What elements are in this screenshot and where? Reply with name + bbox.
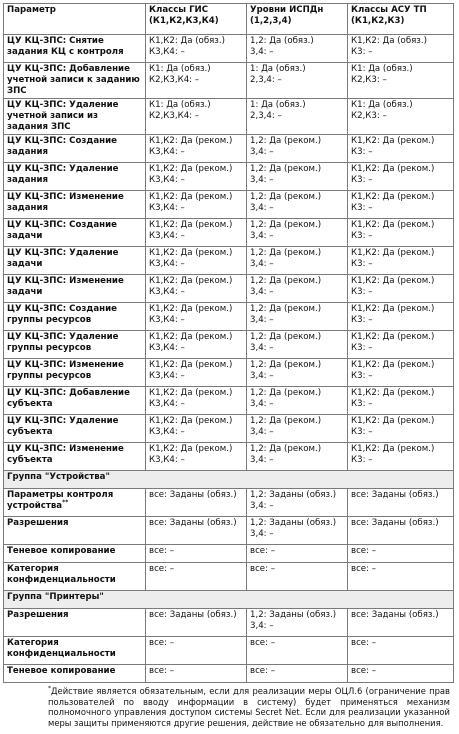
ispdn-value: 3,4: – — [250, 259, 274, 269]
asu-tp-value-cell — [348, 99, 454, 135]
ispdn-value: все: – — [250, 546, 276, 556]
ispdn-value: 3,4: – — [250, 315, 274, 325]
ispdn-value-cell — [247, 163, 348, 191]
header-ispdn-levels: Уровни ИСПДн (1,2,3,4) — [247, 4, 348, 35]
asu-tp-value: К2,К3: – — [351, 111, 387, 121]
gis-value-cell — [146, 219, 247, 247]
gis-value: К3,К4: – — [149, 343, 185, 353]
parameter-name: ЦУ КЦ-ЗПС: Удаление группы ресурсов — [7, 332, 119, 353]
asu-tp-value-cell — [348, 387, 454, 415]
ispdn-value: 1,2: Да (реком.) — [250, 360, 322, 370]
parameter-name: ЦУ КЦ-ЗПС: Удаление учетной записи из задания ЗПС — [7, 100, 119, 132]
ispdn-value-cell — [247, 387, 348, 415]
footnote-text: Действие является обязательным, если для реализации меры ОЦЛ.6 (ограничение прав пользователей по вводу информации в систему) будет применяться механизм полномочного управления доступом системы Secret Net. Если для реализации указанной меры защиты применяются другие решения, действие не обязательно для выполнения. — [48, 686, 450, 728]
asu-tp-value-cell — [348, 191, 454, 219]
ispdn-value-cell — [247, 665, 348, 683]
parameter-cell — [4, 563, 146, 591]
asu-tp-value: К3: – — [351, 455, 373, 465]
table-row — [4, 545, 454, 563]
parameter-cell — [4, 135, 146, 163]
header-parameter: Параметр — [4, 4, 146, 35]
gis-value: К1,К2: Да (реком.) — [149, 416, 233, 426]
ispdn-value: 1,2: Да (реком.) — [250, 192, 322, 202]
parameter-name: Теневое копирование — [7, 546, 116, 556]
ispdn-value: 1,2: Да (реком.) — [250, 136, 322, 146]
asu-tp-value-cell — [348, 517, 454, 545]
parameter-cell — [4, 331, 146, 359]
asu-tp-value: К3: – — [351, 343, 373, 353]
gis-value-cell — [146, 415, 247, 443]
asu-tp-value: К1: Да (обяз.) — [351, 100, 413, 110]
asu-tp-value-cell — [348, 637, 454, 665]
asu-tp-value: К3: – — [351, 175, 373, 185]
asu-tp-value-cell — [348, 303, 454, 331]
gis-value-cell — [146, 665, 247, 683]
parameters-table — [3, 3, 454, 683]
gis-value: К3,К4: – — [149, 455, 185, 465]
gis-value-cell — [146, 135, 247, 163]
asu-tp-value: К1,К2: Да (реком.) — [351, 304, 435, 314]
parameter-name: Теневое копирование — [7, 666, 116, 676]
ispdn-value: 3,4: – — [250, 287, 274, 297]
parameter-name: ЦУ КЦ-ЗПС: Изменение группы ресурсов — [7, 360, 124, 381]
gis-value: К1,К2: Да (реком.) — [149, 164, 233, 174]
ispdn-value: 3,4: – — [250, 231, 274, 241]
ispdn-value: 1,2: Да (реком.) — [250, 304, 322, 314]
footnote-reference: ** — [62, 499, 69, 507]
ispdn-value-cell — [247, 99, 348, 135]
gis-value: К1: Да (обяз.) — [149, 64, 211, 74]
ispdn-value-cell — [247, 191, 348, 219]
asu-tp-value: К3: – — [351, 427, 373, 437]
ispdn-value-cell — [247, 275, 348, 303]
ispdn-value: 1,2: Да (реком.) — [250, 220, 322, 230]
asu-tp-value-cell — [348, 63, 454, 99]
ispdn-value-cell — [247, 359, 348, 387]
table-row — [4, 331, 454, 359]
ispdn-value-cell — [247, 609, 348, 637]
asu-tp-value: К3: – — [351, 315, 373, 325]
asu-tp-value: К1,К2: Да (реком.) — [351, 192, 435, 202]
parameter-cell — [4, 247, 146, 275]
gis-value: К3,К4: – — [149, 371, 185, 381]
parameter-name: Категория конфиденциальности — [7, 638, 116, 659]
asu-tp-value: К1: Да (обяз.) — [351, 64, 413, 74]
ispdn-value: 1,2: Да (реком.) — [250, 444, 322, 454]
group-row — [4, 591, 454, 609]
ispdn-value: 2,3,4: – — [250, 111, 282, 121]
gis-value-cell — [146, 359, 247, 387]
ispdn-value-cell — [247, 517, 348, 545]
gis-value: К1,К2: Да (реком.) — [149, 444, 233, 454]
gis-value-cell — [146, 489, 247, 517]
asu-tp-value: К3: – — [351, 371, 373, 381]
parameter-name: ЦУ КЦ-ЗПС: Удаление субъекта — [7, 416, 119, 437]
gis-value: К3,К4: – — [149, 203, 185, 213]
ispdn-value: 3,4: – — [250, 203, 274, 213]
gis-value: все: – — [149, 666, 175, 676]
asu-tp-value-cell — [348, 665, 454, 683]
ispdn-value-cell — [247, 331, 348, 359]
gis-value: К3,К4: – — [149, 287, 185, 297]
ispdn-value: 3,4: – — [250, 427, 274, 437]
ispdn-value: 3,4: – — [250, 399, 274, 409]
parameter-cell — [4, 275, 146, 303]
table-row — [4, 35, 454, 63]
table-row — [4, 637, 454, 665]
gis-value: К1,К2: Да (реком.) — [149, 248, 233, 258]
asu-tp-value-cell — [348, 443, 454, 471]
asu-tp-value-cell — [348, 331, 454, 359]
gis-value: К1,К2: Да (реком.) — [149, 220, 233, 230]
table-row — [4, 415, 454, 443]
asu-tp-value: К1,К2: Да (реком.) — [351, 220, 435, 230]
ispdn-value: 3,4: – — [250, 147, 274, 157]
parameter-cell — [4, 191, 146, 219]
ispdn-value: 2,3,4: – — [250, 75, 282, 85]
gis-value-cell — [146, 163, 247, 191]
parameter-cell — [4, 359, 146, 387]
parameter-name: ЦУ КЦ-ЗПС: Изменение задачи — [7, 276, 124, 297]
asu-tp-value: К1,К2: Да (реком.) — [351, 248, 435, 258]
table-row — [4, 191, 454, 219]
asu-tp-value-cell — [348, 563, 454, 591]
gis-value-cell — [146, 99, 247, 135]
parameter-cell — [4, 489, 146, 517]
asu-tp-value: К3: – — [351, 287, 373, 297]
asu-tp-value: К1,К2: Да (реком.) — [351, 360, 435, 370]
ispdn-value: 1: Да (обяз.) — [250, 100, 306, 110]
gis-value: К1,К2: Да (обяз.) — [149, 36, 225, 46]
table-row — [4, 517, 454, 545]
asu-tp-value: К1,К2: Да (реком.) — [351, 388, 435, 398]
parameter-cell — [4, 443, 146, 471]
parameter-name: ЦУ КЦ-ЗПС: Изменение субъекта — [7, 444, 124, 465]
parameter-name: ЦУ КЦ-ЗПС: Снятие задания КЦ с контроля — [7, 36, 124, 57]
ispdn-value: все: – — [250, 666, 276, 676]
ispdn-value-cell — [247, 135, 348, 163]
header-asu-tp-classes: Классы АСУ ТП (К1,К2,К3) — [348, 4, 454, 35]
gis-value-cell — [146, 275, 247, 303]
asu-tp-value-cell — [348, 163, 454, 191]
parameter-cell — [4, 545, 146, 563]
gis-value-cell — [146, 247, 247, 275]
gis-value: К3,К4: – — [149, 231, 185, 241]
gis-value: все: – — [149, 564, 175, 574]
table-row — [4, 135, 454, 163]
asu-tp-value-cell — [348, 275, 454, 303]
asu-tp-value-cell — [348, 135, 454, 163]
parameter-name: ЦУ КЦ-ЗПС: Удаление задания — [7, 164, 119, 185]
gis-value: К1,К2: Да (реком.) — [149, 304, 233, 314]
ispdn-value-cell — [247, 303, 348, 331]
parameter-cell — [4, 609, 146, 637]
gis-value-cell — [146, 443, 247, 471]
gis-value: К1,К2: Да (реком.) — [149, 276, 233, 286]
asu-tp-value: все: – — [351, 564, 377, 574]
asu-tp-value: К1,К2: Да (реком.) — [351, 136, 435, 146]
asu-tp-value-cell — [348, 219, 454, 247]
group-title: Группа "Устройства" — [4, 471, 454, 489]
ispdn-value: 1,2: Да (реком.) — [250, 388, 322, 398]
parameter-cell — [4, 303, 146, 331]
ispdn-value: 1,2: Да (реком.) — [250, 276, 322, 286]
ispdn-value-cell — [247, 563, 348, 591]
ispdn-value: 1,2: Да (реком.) — [250, 248, 322, 258]
gis-value: все: Заданы (обяз.) — [149, 490, 237, 500]
ispdn-value: 1,2: Да (обяз.) — [250, 36, 314, 46]
asu-tp-value-cell — [348, 609, 454, 637]
asu-tp-value: К3: – — [351, 203, 373, 213]
parameter-name: ЦУ КЦ-ЗПС: Добавление учетной записи к заданию ЗПС — [7, 64, 140, 96]
gis-value: К1,К2: Да (реком.) — [149, 332, 233, 342]
asu-tp-value-cell — [348, 415, 454, 443]
parameter-cell — [4, 163, 146, 191]
ispdn-value-cell — [247, 545, 348, 563]
asu-tp-value: все: – — [351, 546, 377, 556]
parameter-cell — [4, 35, 146, 63]
ispdn-value-cell — [247, 637, 348, 665]
parameter-cell — [4, 63, 146, 99]
asu-tp-value: К2,К3: – — [351, 75, 387, 85]
gis-value: К3,К4: – — [149, 47, 185, 57]
parameter-name: Параметры контроля устройства — [7, 490, 114, 511]
parameter-name: Разрешения — [7, 610, 69, 620]
parameter-name: ЦУ КЦ-ЗПС: Добавление субъекта — [7, 388, 130, 409]
group-row — [4, 471, 454, 489]
table-row — [4, 219, 454, 247]
gis-value-cell — [146, 609, 247, 637]
parameter-cell — [4, 219, 146, 247]
table-row — [4, 443, 454, 471]
group-title: Группа "Принтеры" — [4, 591, 454, 609]
gis-value: все: Заданы (обяз.) — [149, 610, 237, 620]
table-row — [4, 275, 454, 303]
gis-value: все: – — [149, 546, 175, 556]
asu-tp-value: все: Заданы (обяз.) — [351, 518, 439, 528]
gis-value: К1,К2: Да (реком.) — [149, 136, 233, 146]
ispdn-value: 1,2: Заданы (обяз.) — [250, 490, 337, 500]
asu-tp-value-cell — [348, 35, 454, 63]
ispdn-value: 3,4: – — [250, 455, 274, 465]
table-row — [4, 665, 454, 683]
asu-tp-value-cell — [348, 247, 454, 275]
table-row — [4, 99, 454, 135]
ispdn-value-cell — [247, 247, 348, 275]
parameter-name: ЦУ КЦ-ЗПС: Создание задачи — [7, 220, 117, 241]
gis-value-cell — [146, 303, 247, 331]
parameter-name: Разрешения — [7, 518, 69, 528]
parameter-cell — [4, 387, 146, 415]
gis-value-cell — [146, 191, 247, 219]
header-gis-classes: Классы ГИС (К1,К2,К3,К4) — [146, 4, 247, 35]
ispdn-value: 3,4: – — [250, 175, 274, 185]
asu-tp-value: все: Заданы (обяз.) — [351, 610, 439, 620]
ispdn-value-cell — [247, 219, 348, 247]
table-row — [4, 359, 454, 387]
ispdn-value: все: – — [250, 638, 276, 648]
ispdn-value-cell — [247, 35, 348, 63]
ispdn-value: 3,4: – — [250, 371, 274, 381]
ispdn-value: 1,2: Заданы (обяз.) — [250, 610, 337, 620]
gis-value-cell — [146, 545, 247, 563]
asu-tp-value: К1,К2: Да (обяз.) — [351, 36, 427, 46]
asu-tp-value-cell — [348, 359, 454, 387]
asu-tp-value: все: – — [351, 666, 377, 676]
parameter-cell — [4, 517, 146, 545]
header-row — [4, 4, 454, 35]
table-row — [4, 563, 454, 591]
ispdn-value: 3,4: – — [250, 343, 274, 353]
asu-tp-value: К3: – — [351, 259, 373, 269]
ispdn-value: 3,4: – — [250, 621, 274, 631]
parameter-cell — [4, 415, 146, 443]
ispdn-value: 3,4: – — [250, 501, 274, 511]
parameter-name: Категория конфиденциальности — [7, 564, 116, 585]
gis-value-cell — [146, 517, 247, 545]
gis-value-cell — [146, 637, 247, 665]
ispdn-value: 3,4: – — [250, 529, 274, 539]
ispdn-value: 1,2: Да (реком.) — [250, 164, 322, 174]
parameter-name: ЦУ КЦ-ЗПС: Удаление задачи — [7, 248, 119, 269]
asu-tp-value: К3: – — [351, 147, 373, 157]
asu-tp-value-cell — [348, 489, 454, 517]
gis-value: К3,К4: – — [149, 315, 185, 325]
gis-value-cell — [146, 35, 247, 63]
gis-value: все: – — [149, 638, 175, 648]
parameter-cell — [4, 665, 146, 683]
ispdn-value: 1: Да (обяз.) — [250, 64, 306, 74]
ispdn-value: 3,4: – — [250, 47, 274, 57]
gis-value: К1,К2: Да (реком.) — [149, 192, 233, 202]
asu-tp-value: К1,К2: Да (реком.) — [351, 332, 435, 342]
asu-tp-value: К3: – — [351, 231, 373, 241]
ispdn-value: все: – — [250, 564, 276, 574]
gis-value-cell — [146, 63, 247, 99]
ispdn-value-cell — [247, 415, 348, 443]
asu-tp-value: К3: – — [351, 399, 373, 409]
table-row — [4, 609, 454, 637]
asu-tp-value: К1,К2: Да (реком.) — [351, 164, 435, 174]
gis-value-cell — [146, 563, 247, 591]
parameter-name: ЦУ КЦ-ЗПС: Создание группы ресурсов — [7, 304, 117, 325]
gis-value: К3,К4: – — [149, 399, 185, 409]
parameter-name: ЦУ КЦ-ЗПС: Создание задания — [7, 136, 117, 157]
table-row — [4, 163, 454, 191]
table-row — [4, 303, 454, 331]
gis-value: К1: Да (обяз.) — [149, 100, 211, 110]
asu-tp-value-cell — [348, 545, 454, 563]
table-row — [4, 247, 454, 275]
gis-value: К3,К4: – — [149, 427, 185, 437]
table-row — [4, 489, 454, 517]
asu-tp-value: К3: – — [351, 47, 373, 57]
ispdn-value-cell — [247, 489, 348, 517]
gis-value: К3,К4: – — [149, 175, 185, 185]
table-body — [4, 35, 454, 683]
asu-tp-value: К1,К2: Да (реком.) — [351, 416, 435, 426]
gis-value-cell — [146, 387, 247, 415]
gis-value: К1,К2: Да (реком.) — [149, 360, 233, 370]
gis-value-cell — [146, 331, 247, 359]
asu-tp-value: все: – — [351, 638, 377, 648]
gis-value: К3,К4: – — [149, 259, 185, 269]
ispdn-value: 1,2: Заданы (обяз.) — [250, 518, 337, 528]
table-row — [4, 387, 454, 415]
footnote-mark: * — [48, 685, 51, 693]
asu-tp-value: К1,К2: Да (реком.) — [351, 444, 435, 454]
gis-value: все: Заданы (обяз.) — [149, 518, 237, 528]
parameter-cell — [4, 637, 146, 665]
ispdn-value-cell — [247, 63, 348, 99]
gis-value: К2,К3,К4: – — [149, 75, 200, 85]
table-row — [4, 63, 454, 99]
footnote — [48, 686, 450, 728]
gis-value: К1,К2: Да (реком.) — [149, 388, 233, 398]
ispdn-value: 1,2: Да (реком.) — [250, 416, 322, 426]
parameter-name: ЦУ КЦ-ЗПС: Изменение задания — [7, 192, 124, 213]
ispdn-value-cell — [247, 443, 348, 471]
ispdn-value: 1,2: Да (реком.) — [250, 332, 322, 342]
asu-tp-value: все: Заданы (обяз.) — [351, 490, 439, 500]
asu-tp-value: К1,К2: Да (реком.) — [351, 276, 435, 286]
parameter-cell — [4, 99, 146, 135]
gis-value: К3,К4: – — [149, 147, 185, 157]
gis-value: К2,К3,К4: – — [149, 111, 200, 121]
